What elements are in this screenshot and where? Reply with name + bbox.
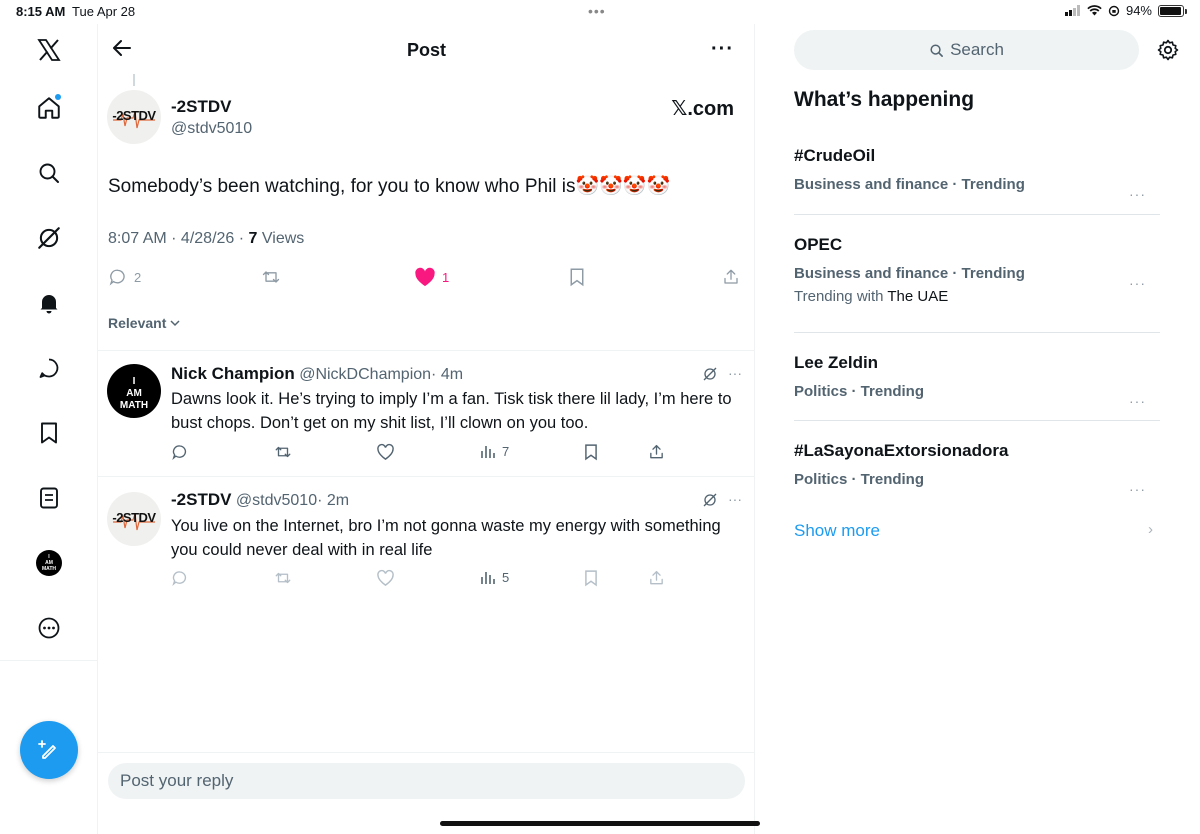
divider: [98, 476, 755, 477]
share-icon: [722, 267, 740, 287]
trend-name: #CrudeOil: [794, 146, 876, 165]
sort-dropdown[interactable]: [108, 315, 181, 331]
show-more-link[interactable]: Show more: [794, 521, 880, 540]
right-sidebar: [756, 24, 1200, 834]
search-icon: [929, 43, 944, 58]
reply-icon: [171, 569, 189, 587]
reply-author-avatar[interactable]: -2STDV: [107, 492, 161, 546]
divider: [98, 752, 755, 753]
home-indicator[interactable]: [440, 821, 760, 826]
share-action[interactable]: [722, 267, 740, 287]
bookmark-icon: [583, 443, 599, 461]
trend-name: OPEC: [794, 235, 843, 254]
status-date: Tue Apr 28: [72, 4, 136, 19]
reply-repost-action[interactable]: [273, 443, 293, 461]
reply-reply-action[interactable]: [171, 443, 189, 461]
trend-category: Politics · Trending: [794, 471, 925, 488]
reply-time[interactable]: · 2m: [317, 492, 350, 509]
divider: [794, 214, 1160, 215]
chevron-right-icon: ›: [1148, 521, 1153, 538]
trend-name: #LaSayonaExtorsionadora: [794, 441, 1009, 460]
reply-bookmark-action[interactable]: [583, 569, 599, 587]
left-nav: [0, 24, 98, 834]
post-timestamp[interactable]: 8:07 AM · 4/28/26 ·: [108, 230, 249, 247]
section-title: What’s happening: [794, 88, 975, 111]
multitasking-dots-icon[interactable]: •••: [588, 3, 606, 19]
share-icon: [648, 443, 665, 461]
bookmark-icon: [583, 569, 599, 587]
status-time: 8:15 AM: [16, 4, 66, 19]
lists-icon[interactable]: [25, 474, 73, 522]
like-count: 1: [442, 269, 450, 285]
views-chart-icon: [480, 569, 496, 585]
source-badge: 𝕏.com: [671, 98, 734, 120]
post-meta: [108, 230, 304, 248]
reply-text: You live on the Internet, bro I’m not gonna waste my energy with something you could never deal with in real life: [171, 517, 721, 559]
like-action[interactable]: [414, 267, 449, 287]
notifications-bell-icon[interactable]: [25, 279, 73, 327]
grok-icon[interactable]: [702, 366, 718, 382]
more-options-icon[interactable]: ···: [711, 38, 734, 60]
views-chart-icon: [480, 443, 496, 459]
cellular-icon: [1065, 5, 1081, 16]
trend-item[interactable]: [794, 441, 1160, 497]
bookmarks-icon[interactable]: [25, 409, 73, 457]
reply-like-action[interactable]: [376, 569, 395, 587]
post-text: Somebody’s been watching, for you to know who Phil is🤡🤡🤡🤡: [108, 176, 671, 197]
more-circle-icon[interactable]: [25, 604, 73, 652]
chevron-down-icon: [169, 317, 181, 329]
trend-more-icon[interactable]: ···: [1129, 481, 1146, 497]
status-icons: [1065, 3, 1184, 18]
reply-header: [171, 364, 463, 384]
post-author-name[interactable]: -2STDV: [171, 97, 232, 116]
trend-name: Lee Zeldin: [794, 353, 879, 372]
divider: [794, 420, 1160, 421]
trend-more-icon[interactable]: ···: [1129, 186, 1146, 202]
post-author-avatar[interactable]: -2STDV: [107, 90, 161, 144]
reply-bookmark-action[interactable]: [583, 443, 599, 461]
main-column: [98, 24, 755, 834]
bookmark-action[interactable]: [568, 267, 586, 287]
repost-icon: [260, 267, 282, 287]
nav-divider: [0, 660, 98, 661]
post-views-label: Views: [257, 230, 305, 247]
settings-gear-icon[interactable]: [1156, 38, 1180, 67]
search-placeholder: Search: [950, 40, 1004, 59]
x-logo-icon[interactable]: [25, 26, 73, 74]
reply-author-handle[interactable]: @NickDChampion: [299, 366, 432, 383]
trend-item[interactable]: [794, 146, 1160, 202]
heart-icon: [376, 569, 395, 587]
share-icon: [648, 569, 665, 587]
trend-category: Politics · Trending: [794, 383, 925, 400]
reply-views-action[interactable]: [480, 443, 509, 459]
trend-more-icon[interactable]: ···: [1129, 393, 1146, 409]
reply-like-action[interactable]: [376, 443, 395, 461]
trend-more-icon[interactable]: ···: [1129, 275, 1146, 291]
reply-action[interactable]: [108, 267, 141, 287]
messages-icon[interactable]: [25, 344, 73, 392]
page-title: Post: [406, 40, 446, 60]
reply-header: [171, 490, 349, 510]
divider: [98, 350, 755, 351]
sort-label: Relevant: [108, 315, 167, 331]
reply-text: Dawns look it. He’s trying to imply I’m a fan. Tisk tisk there lil lady, I’m here to bust chops. Don’t get on my shit list, I’ll clown on you too.: [171, 390, 732, 432]
reply-author-name[interactable]: Nick Champion: [171, 364, 295, 383]
reply-more-icon[interactable]: ···: [728, 365, 742, 381]
home-icon[interactable]: [25, 84, 73, 132]
search-icon[interactable]: [25, 149, 73, 197]
battery-icon: [1158, 5, 1184, 17]
trend-item[interactable]: [794, 353, 1160, 409]
reply-input[interactable]: Post your reply: [108, 763, 745, 799]
heart-icon: [376, 443, 395, 461]
bookmark-icon: [568, 267, 586, 287]
battery-percent: 94%: [1125, 3, 1152, 18]
status-bar: [0, 0, 1200, 24]
reply-views-count: 7: [502, 443, 510, 459]
grok-icon[interactable]: [25, 214, 73, 262]
profile-avatar[interactable]: I AM MATH: [25, 539, 73, 587]
reply-reply-action[interactable]: [171, 569, 189, 587]
reply-icon: [171, 443, 189, 461]
search-input[interactable]: [794, 30, 1139, 70]
heart-filled-icon: [414, 267, 436, 287]
post-views-count: 7: [248, 230, 258, 247]
reply-views-count: 5: [502, 569, 510, 585]
trend-with: Trending with The UAE: [794, 288, 949, 305]
compose-button[interactable]: [20, 721, 78, 779]
post-author-handle[interactable]: @stdv5010: [171, 120, 253, 137]
repost-icon: [273, 569, 293, 587]
divider: [794, 332, 1160, 333]
notification-dot: [55, 94, 61, 100]
reply-views-action[interactable]: [480, 569, 509, 585]
wifi-icon: [1087, 5, 1102, 16]
compose-feather-icon: [37, 738, 61, 762]
reply-author-name[interactable]: -2STDV: [171, 490, 232, 509]
reply-author-avatar[interactable]: I AM MATH: [107, 364, 161, 418]
trend-item[interactable]: [794, 235, 1160, 305]
trend-category: Business and finance · Trending: [794, 176, 1025, 193]
orientation-lock-icon: [1108, 5, 1120, 17]
reply-time[interactable]: · 4m: [431, 366, 464, 383]
trend-category: Business and finance · Trending: [794, 265, 1025, 282]
repost-action[interactable]: [260, 267, 282, 287]
grok-icon[interactable]: [702, 492, 718, 508]
repost-icon: [273, 443, 293, 461]
reply-author-handle[interactable]: @stdv5010: [235, 492, 318, 509]
reply-count: 2: [134, 269, 142, 285]
reply-share-action[interactable]: [648, 569, 665, 587]
reply-icon: [108, 267, 128, 287]
reply-share-action[interactable]: [648, 443, 665, 461]
reply-repost-action[interactable]: [273, 569, 293, 587]
reply-more-icon[interactable]: ···: [728, 491, 742, 507]
thread-line: [133, 74, 135, 86]
